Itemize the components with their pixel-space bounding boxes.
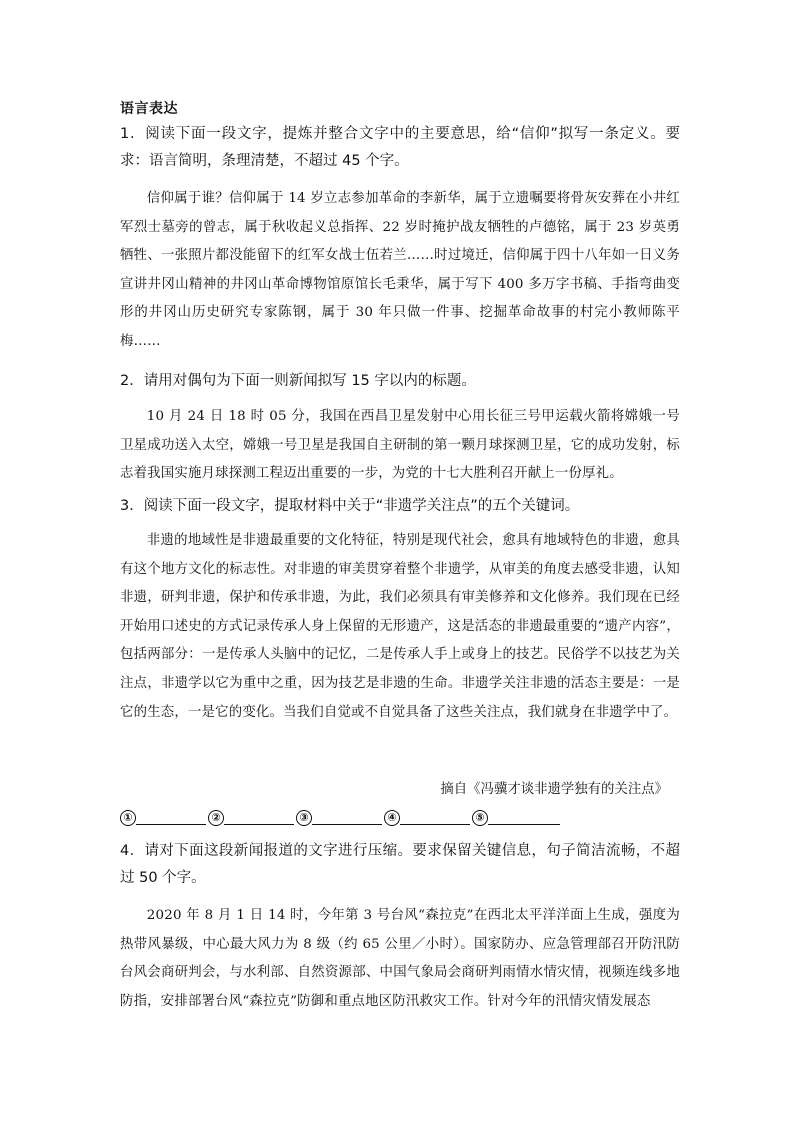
question-2-passage: 10 月 24 日 18 时 05 分，我国在西昌卫星发射中心用长征三号甲运载火箭将嫦娥一号卫星成功送入太空，嫦娥一号卫星是我国自主研制的第一颗月球探测卫星，它的成功发射，标志着我国实施月球探测工程迈出重要的一步，为党的十七大胜利召开献上一份厚礼。 (120, 409, 680, 482)
blank-number: ③ (296, 810, 312, 826)
question-3-passage: 非遗的地域性是非遗最重要的文化特征，特别是现代社会，愈具有地域特色的非遗，愈具有这个地方文化的标志性。对非遗的审美贯穿着整个非遗学，从审美的角度去感受非遗，认知非遗，研判非遗，保护和传承非遗，为此，我们必须具有审美修养和文化修养。我们现在已经开始用口述史的方式记录传承人身上保留的无形遗产，这是活态的非遗最重要的“遗产内容”，包括两部分：一是传承人头脑中的记忆，二是传承人手上或身上的技艺。民俗学不以技艺为关注点，非遗学以它为重中之重，因为技艺是非遗的生命。非遗学关注非遗的活态主要是：一是它的生态，一是它的变化。当我们自觉或不自觉具备了这些关注点，我们就身在非遗学中了。 (120, 533, 680, 720)
blank-line (400, 812, 470, 825)
question-2: 2．请用对偶句为下面一则新闻拟写 15 字以内的标题。 (120, 373, 476, 389)
blank-line (224, 812, 294, 825)
blank-3[interactable] (296, 810, 384, 826)
question-4-passage: 2020 年 8 月 1 日 14 时，今年第 3 号台风“森拉克”在西北太平洋洋面上生成，强度为热带风暴级，中心最大风力为 8 级（约 65 公里／小时）。国家防办、应急管理部召开防汛防台风会商研判会，与水利部、自然资源部、中国气象局会商研判雨情水情灾情，视频连线多地防指，安排部署台风“森拉克”防御和重点地区防汛救灾工作。针对今年的汛情灾情发展态 (120, 908, 680, 1009)
blank-4[interactable] (384, 810, 472, 826)
section-title: 语言表达 (120, 101, 178, 117)
blank-number: ④ (384, 810, 400, 826)
blank-number: ⑤ (472, 810, 488, 826)
question-1-passage: 信仰属于谁？信仰属于 14 岁立志参加革命的李新华，属于立遗嘱要将骨灰安葬在小井红军烈士墓旁的曾志，属于秋收起义总指挥、22 岁时掩护战友牺牲的卢德铭，属于 23 岁英勇牺牲、一张照片都没能留下的红军女战士伍若兰……时过境迁，信仰属于四十八年如一日义务宣讲井冈山精神的井冈山革命博物馆原馆长毛秉华，属于写下 400 多万字书稿、手指弯曲变形的井冈山历史研究专家陈钢，属于 30 年只做一件事、挖掘革命故事的村完小教师陈平梅…… (120, 191, 680, 349)
answer-blanks (120, 810, 680, 826)
passage-source: 摘自《冯骥才谈非遗学独有的关注点》 (440, 782, 668, 797)
blank-number: ① (120, 810, 136, 826)
blank-line (312, 812, 382, 825)
blank-1[interactable] (120, 810, 208, 826)
blank-line (488, 812, 560, 825)
blank-2[interactable] (208, 810, 296, 826)
blank-number: ② (208, 810, 224, 826)
question-4: 4．请对下面这段新闻报道的文字进行压缩。要求保留关键信息，句子简洁流畅，不超过 50 个字。 (120, 843, 680, 886)
blank-line (136, 812, 206, 825)
question-1: 1．阅读下面一段文字，提炼并整合文字中的主要意思，给“信仰”拟写一条定义。要求：语言简明，条理清楚，不超过 45 个字。 (120, 126, 680, 169)
blank-5[interactable] (472, 810, 562, 826)
question-3: 3．阅读下面一段文字，提取材料中关于“非遗学关注点”的五个关键词。 (120, 498, 580, 514)
